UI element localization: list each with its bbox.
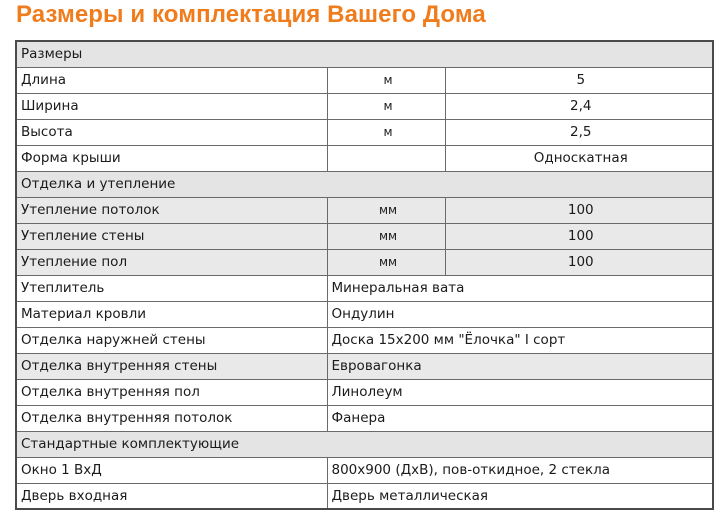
row-unit: мм bbox=[327, 249, 445, 275]
table-row bbox=[16, 405, 713, 431]
table-row bbox=[16, 353, 713, 379]
row-label: Материал кровли bbox=[16, 301, 327, 327]
row-value: Минеральная вата bbox=[327, 275, 713, 301]
specification-table bbox=[15, 40, 714, 510]
row-unit bbox=[327, 145, 445, 171]
row-value: 100 bbox=[445, 249, 713, 275]
row-value: 100 bbox=[445, 223, 713, 249]
row-value: Ондулин bbox=[327, 301, 713, 327]
row-label: Отделка наружней стены bbox=[16, 327, 327, 353]
table-row bbox=[16, 379, 713, 405]
row-label: Отделка внутренняя потолок bbox=[16, 405, 327, 431]
table-row bbox=[16, 249, 713, 275]
row-value: 5 bbox=[445, 67, 713, 93]
table-row bbox=[16, 67, 713, 93]
row-label: Утепление потолок bbox=[16, 197, 327, 223]
table-row bbox=[16, 145, 713, 171]
row-label: Отделка внутренняя стены bbox=[16, 353, 327, 379]
row-label: Высота bbox=[16, 119, 327, 145]
table-row bbox=[16, 275, 713, 301]
section-header: Размеры bbox=[16, 41, 713, 67]
section-finishing bbox=[16, 171, 713, 197]
section-header: Отделка и утепление bbox=[16, 171, 713, 197]
row-label: Дверь входная bbox=[16, 483, 327, 509]
row-unit: мм bbox=[327, 223, 445, 249]
table-row bbox=[16, 457, 713, 483]
row-unit: м bbox=[327, 93, 445, 119]
table-row bbox=[16, 327, 713, 353]
row-label: Ширина bbox=[16, 93, 327, 119]
table-row bbox=[16, 93, 713, 119]
row-value: Односкатная bbox=[445, 145, 713, 171]
row-value: 2,5 bbox=[445, 119, 713, 145]
row-value: Линолеум bbox=[327, 379, 713, 405]
page-title: Размеры и комплектация Вашего Дома bbox=[16, 1, 486, 28]
section-dimensions bbox=[16, 41, 713, 67]
section-header: Стандартные комплектующие bbox=[16, 431, 713, 457]
row-label: Окно 1 ВхД bbox=[16, 457, 327, 483]
row-label: Утепление пол bbox=[16, 249, 327, 275]
row-label: Форма крыши bbox=[16, 145, 327, 171]
row-value: 100 bbox=[445, 197, 713, 223]
row-unit: м bbox=[327, 119, 445, 145]
row-label: Утеплитель bbox=[16, 275, 327, 301]
table-row bbox=[16, 301, 713, 327]
row-value: 800х900 (ДхВ), пов-откидное, 2 стекла bbox=[327, 457, 713, 483]
row-value: Фанера bbox=[327, 405, 713, 431]
row-unit: м bbox=[327, 67, 445, 93]
row-unit: мм bbox=[327, 197, 445, 223]
section-components bbox=[16, 431, 713, 457]
table-row bbox=[16, 483, 713, 509]
table-row bbox=[16, 223, 713, 249]
row-label: Отделка внутренняя пол bbox=[16, 379, 327, 405]
row-value: 2,4 bbox=[445, 93, 713, 119]
row-label: Утепление стены bbox=[16, 223, 327, 249]
row-label: Длина bbox=[16, 67, 327, 93]
table-row bbox=[16, 197, 713, 223]
row-value: Дверь металлическая bbox=[327, 483, 713, 509]
row-value: Доска 15х200 мм "Ёлочка" I сорт bbox=[327, 327, 713, 353]
table-row bbox=[16, 119, 713, 145]
row-value: Евровагонка bbox=[327, 353, 713, 379]
